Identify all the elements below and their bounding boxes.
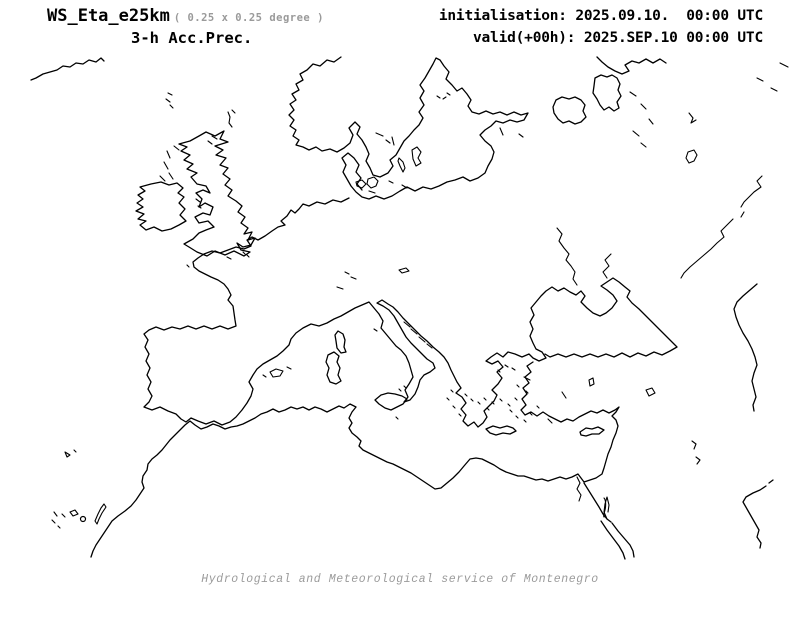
lake-balaton [399, 268, 409, 273]
red-sea-west-bank [601, 521, 625, 559]
rybinsk-reservoir [686, 150, 697, 163]
oland-island [398, 158, 405, 172]
sicily [375, 393, 407, 410]
crete [486, 426, 516, 435]
orkney-islands [208, 136, 217, 144]
sinai-gulf-of-suez [584, 483, 611, 522]
model-title: WS_Eta_e25km [47, 6, 170, 26]
lake-onega [593, 75, 621, 111]
hebrides-islands [160, 146, 179, 181]
turkish-lakes [562, 378, 655, 398]
rhodes [548, 419, 552, 423]
croatian-islands [404, 322, 432, 348]
corsica [335, 331, 346, 353]
dnieper-river [557, 228, 577, 285]
coastline-great-britain [179, 131, 255, 256]
madeira-islands [65, 450, 76, 457]
valid-line: valid(+00h): 2025.SEP.10 00:00 UTC [472, 30, 763, 46]
gran-canaria [81, 517, 86, 522]
white-sea-coast [597, 57, 666, 74]
coastline-turkey-levant-africa [91, 362, 619, 557]
resolution-note: ( 0.25 x 0.25 degree ) [173, 12, 324, 24]
shetland-islands [228, 110, 235, 127]
nile-river [577, 477, 581, 501]
initialisation-line: initialisation: 2025.09.10. 00:00 UTC [438, 8, 763, 24]
russian-small-lakes [500, 92, 653, 147]
gotland-island [412, 147, 421, 166]
lake-urmia-fragments [692, 441, 700, 464]
credit-line: Hydrological and Meteorological service of Montenegro [201, 573, 599, 586]
coastline-ireland [136, 182, 186, 231]
lake-ladoga [553, 97, 586, 124]
product-label: 3-h Acc.Prec. [131, 29, 253, 47]
coastline-continental-europe [144, 57, 677, 427]
persian-gulf-coast [743, 480, 773, 548]
don-river [603, 254, 611, 278]
aegean-islands [447, 365, 539, 422]
coastlines [31, 57, 788, 559]
aland-islands [437, 93, 450, 99]
canary-islands [52, 504, 106, 528]
danish-islands [356, 177, 407, 193]
cyprus [580, 427, 604, 436]
faroe-islands [166, 93, 173, 108]
alpine-lakes [337, 272, 356, 289]
caspian-west-coast [734, 284, 757, 411]
coastline-iceland [31, 58, 104, 80]
barents-coast-fragments [689, 63, 788, 123]
volga-river [681, 176, 762, 278]
balearic-islands [263, 367, 291, 377]
swedish-lakes [376, 133, 394, 145]
sardinia [326, 352, 341, 384]
